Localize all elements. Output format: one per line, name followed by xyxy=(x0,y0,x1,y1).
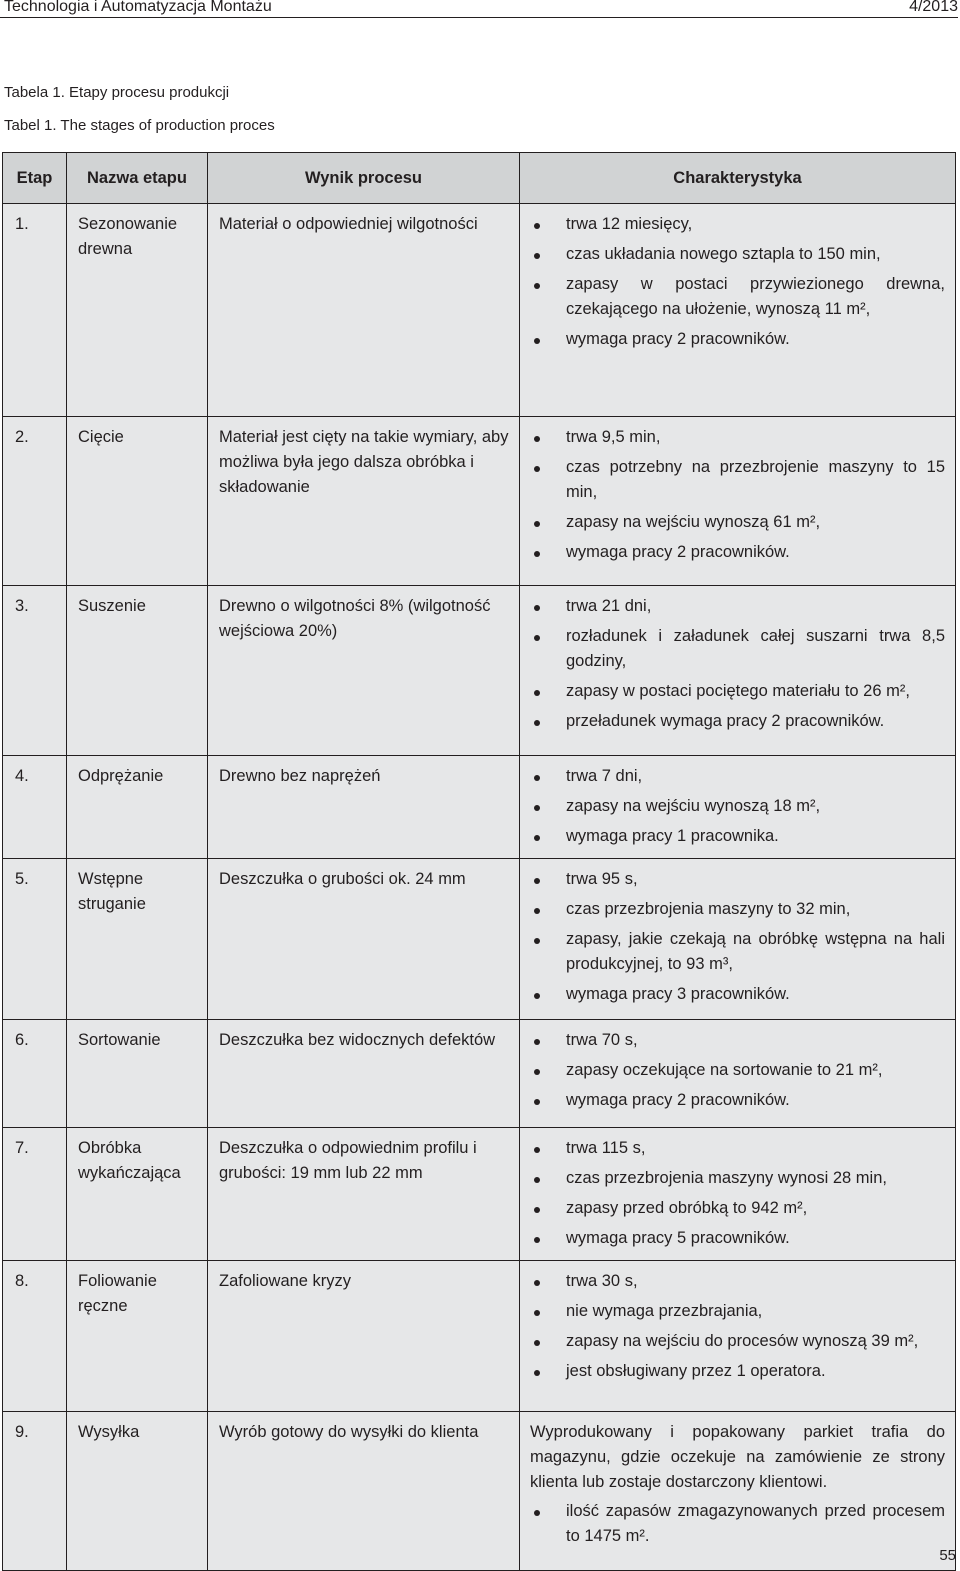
page-number: 55 xyxy=(939,1547,956,1564)
stage-name: Foliowanie ręczne xyxy=(67,1261,208,1412)
table-row xyxy=(3,1020,956,1128)
stage-number: 4. xyxy=(3,756,67,859)
stage-number: 3. xyxy=(3,586,67,756)
stage-number: 5. xyxy=(3,859,67,1020)
stage-characteristics xyxy=(520,1020,956,1128)
table-header-row xyxy=(3,153,956,204)
characteristic-item: wymaga pracy 1 pracownika. xyxy=(530,824,945,849)
characteristics-list xyxy=(530,425,945,565)
table-row xyxy=(3,417,956,586)
characteristic-item: zapasy w postaci pociętego materiału to 26 m², xyxy=(530,679,945,704)
characteristic-item: wymaga pracy 2 pracowników. xyxy=(530,1088,945,1113)
stage-number: 7. xyxy=(3,1128,67,1261)
characteristic-item: zapasy na wejściu wynoszą 18 m², xyxy=(530,794,945,819)
characteristics-list xyxy=(530,594,945,734)
characteristics-intro: Wyprodukowany i popakowany parkiet trafia do magazynu, gdzie oczekuje na zamówienie ze strony klienta lub zostaje dostarczony klientowi. xyxy=(530,1423,945,1491)
characteristic-item: trwa 115 s, xyxy=(530,1136,945,1161)
production-stages-table xyxy=(2,152,956,1571)
characteristic-item: trwa 12 miesięcy, xyxy=(530,212,945,237)
column-header-name: Nazwa etapu xyxy=(67,153,208,204)
characteristic-item: czas przezbrojenia maszyny to 32 min, xyxy=(530,897,945,922)
table-row xyxy=(3,204,956,417)
stage-number: 6. xyxy=(3,1020,67,1128)
column-header-etap: Etap xyxy=(3,153,67,204)
characteristic-item: trwa 30 s, xyxy=(530,1269,945,1294)
characteristic-item: nie wymaga przezbrajania, xyxy=(530,1299,945,1324)
characteristic-item: jest obsługiwany przez 1 operatora. xyxy=(530,1359,945,1384)
stage-number: 2. xyxy=(3,417,67,586)
characteristic-item: czas przezbrojenia maszyny wynosi 28 min, xyxy=(530,1166,945,1191)
characteristic-item: czas potrzebny na przezbrojenie maszyny to 15 min, xyxy=(530,455,945,505)
stage-characteristics xyxy=(520,204,956,417)
characteristic-item: wymaga pracy 2 pracowników. xyxy=(530,327,945,352)
characteristic-item: trwa 7 dni, xyxy=(530,764,945,789)
stage-characteristics xyxy=(520,1412,956,1571)
stage-number: 9. xyxy=(3,1412,67,1571)
table-row xyxy=(3,1128,956,1261)
table-row xyxy=(3,756,956,859)
characteristic-item: ilość zapasów zmagazynowanych przed procesem to 1475 m². xyxy=(530,1499,945,1549)
table-caption-polish: Tabela 1. Etapy procesu produkcji xyxy=(4,84,230,101)
stage-name: Wysyłka xyxy=(67,1412,208,1571)
stage-characteristics xyxy=(520,586,956,756)
stage-name: Suszenie xyxy=(67,586,208,756)
characteristic-item: trwa 21 dni, xyxy=(530,594,945,619)
stage-characteristics xyxy=(520,417,956,586)
stage-result: Drewno bez naprężeń xyxy=(208,756,520,859)
table-row xyxy=(3,859,956,1020)
stage-name: Odprężanie xyxy=(67,756,208,859)
characteristic-item: czas układania nowego sztapla to 150 min, xyxy=(530,242,945,267)
table-row xyxy=(3,1261,956,1412)
issue-number: 4/2013 xyxy=(909,0,958,15)
characteristic-item: wymaga pracy 2 pracowników. xyxy=(530,540,945,565)
journal-title: Technologia i Automatyzacja Montażu xyxy=(4,0,272,15)
stage-result: Deszczułka bez widocznych defektów xyxy=(208,1020,520,1128)
stage-result: Deszczułka o odpowiednim profilu i grubości: 19 mm lub 22 mm xyxy=(208,1128,520,1261)
stage-characteristics xyxy=(520,1128,956,1261)
table-caption-english: Tabel 1. The stages of production proces xyxy=(4,117,275,134)
characteristic-item: zapasy, jakie czekają na obróbkę wstępna na hali produkcyjnej, to 93 m³, xyxy=(530,927,945,977)
characteristics-list xyxy=(530,1499,945,1549)
stage-name: Sezonowanie drewna xyxy=(67,204,208,417)
characteristic-item: wymaga pracy 5 pracowników. xyxy=(530,1226,945,1251)
characteristics-list xyxy=(530,1028,945,1113)
running-header xyxy=(0,0,958,18)
stage-result: Materiał o odpowiedniej wilgotności xyxy=(208,204,520,417)
stage-result: Drewno o wilgotności 8% (wilgotność wejściowa 20%) xyxy=(208,586,520,756)
characteristic-item: zapasy w postaci przywiezionego drewna, czekającego na ułożenie, wynoszą 11 m², xyxy=(530,272,945,322)
characteristic-item: rozładunek i załadunek całej suszarni trwa 8,5 godziny, xyxy=(530,624,945,674)
stage-characteristics xyxy=(520,756,956,859)
stage-result: Materiał jest cięty na takie wymiary, aby możliwa była jego dalsza obróbka i składowanie xyxy=(208,417,520,586)
characteristic-item: trwa 95 s, xyxy=(530,867,945,892)
characteristics-list xyxy=(530,1136,945,1251)
stage-characteristics xyxy=(520,1261,956,1412)
table-row xyxy=(3,586,956,756)
characteristic-item: zapasy na wejściu wynoszą 61 m², xyxy=(530,510,945,535)
stage-result: Deszczułka o grubości ok. 24 mm xyxy=(208,859,520,1020)
stage-number: 8. xyxy=(3,1261,67,1412)
stage-name: Obróbka wykańczająca xyxy=(67,1128,208,1261)
characteristic-item: wymaga pracy 3 pracowników. xyxy=(530,982,945,1007)
characteristic-item: trwa 70 s, xyxy=(530,1028,945,1053)
stage-name: Sortowanie xyxy=(67,1020,208,1128)
characteristic-item: przeładunek wymaga pracy 2 pracowników. xyxy=(530,709,945,734)
characteristic-item: zapasy oczekujące na sortowanie to 21 m², xyxy=(530,1058,945,1083)
table-row xyxy=(3,1412,956,1571)
characteristic-item: zapasy przed obróbką to 942 m², xyxy=(530,1196,945,1221)
stage-name: Wstępne struganie xyxy=(67,859,208,1020)
stage-name: Cięcie xyxy=(67,417,208,586)
characteristic-item: zapasy na wejściu do procesów wynoszą 39 m², xyxy=(530,1329,945,1354)
stage-result: Wyrób gotowy do wysyłki do klienta xyxy=(208,1412,520,1571)
characteristics-list xyxy=(530,764,945,849)
characteristic-item: trwa 9,5 min, xyxy=(530,425,945,450)
column-header-characteristics: Charakterystyka xyxy=(520,153,956,204)
stage-result: Zafoliowane kryzy xyxy=(208,1261,520,1412)
characteristics-list xyxy=(530,212,945,352)
stage-characteristics xyxy=(520,859,956,1020)
characteristics-list xyxy=(530,1269,945,1384)
characteristics-list xyxy=(530,867,945,1007)
stage-number: 1. xyxy=(3,204,67,417)
column-header-result: Wynik procesu xyxy=(208,153,520,204)
